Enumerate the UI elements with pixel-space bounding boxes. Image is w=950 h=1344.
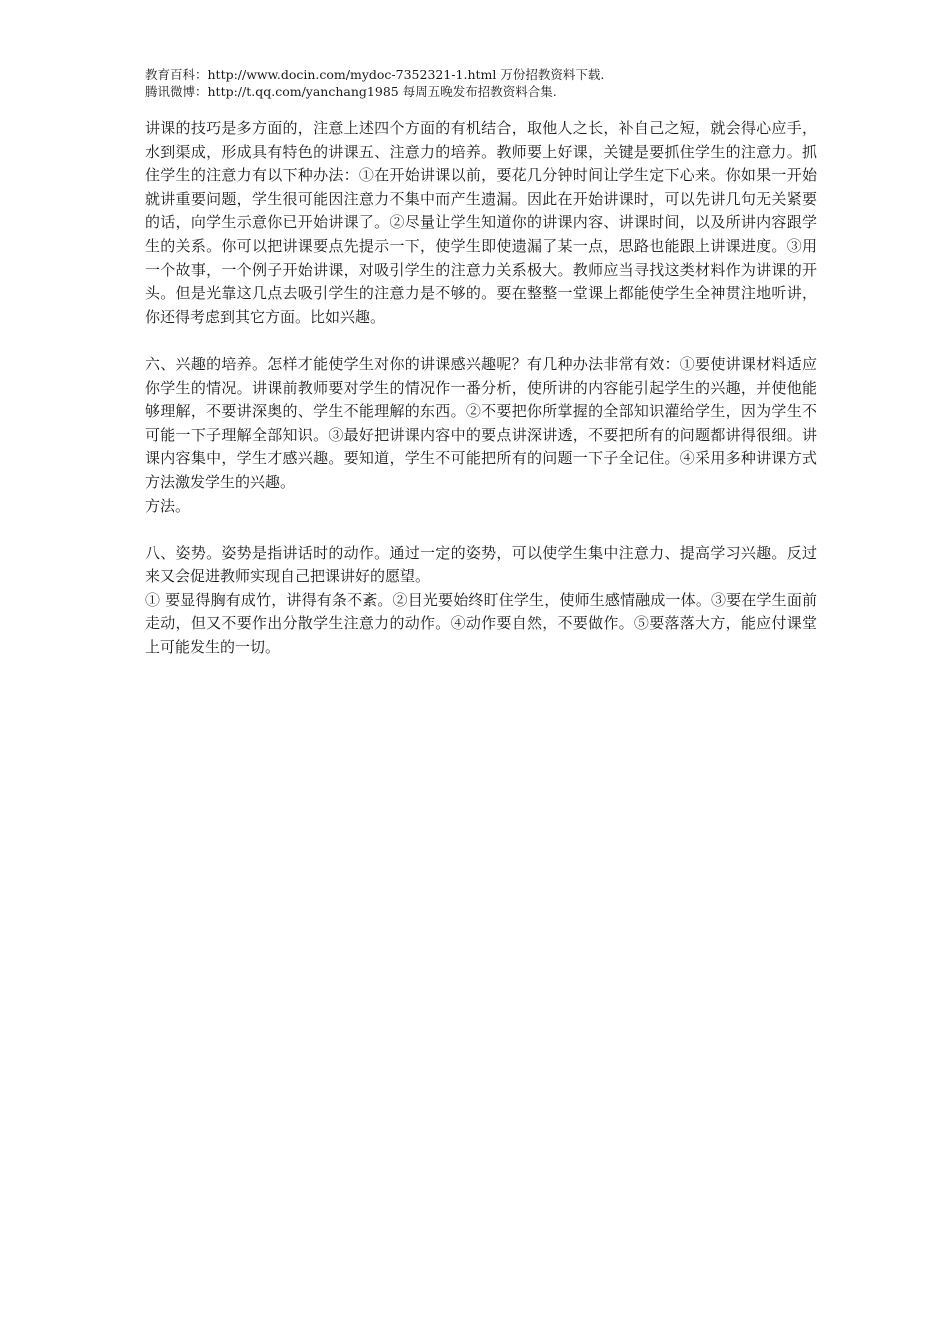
paragraph-posture: 八、姿势。姿势是指讲话时的动作。通过一定的姿势，可以使学生集中注意力、提高学习兴趣。反过来又会促进教师实现自己把课讲好的愿望。 (145, 543, 817, 586)
header-line-weibo: 腾讯微博：http://t.qq.com/yanchang1985 每周五晚发布招教资料合集. (145, 84, 557, 99)
paragraph-attention: 讲课的技巧是多方面的，注意上述四个方面的有机结合，取他人之长，补自己之短，就会得心应手，水到渠成，形成具有特色的讲课五、注意力的培养。教师要上好课，关键是要抓住学生的注意力。抓住学生的注意力有以下种办法：①在开始讲课以前，要花几分钟时间让学生定下心来。你如果一开始就讲重要问题，学生很可能因注意力不集中而产生遗漏。因此在开始讲课时，可以先讲几句无关紧要的话，向学生示意你已开始讲课了。②尽量让学生知道你的讲课内容、讲课时间，以及所讲内容跟学生的关系。你可以把讲课要点先提示一下，使学生即使遗漏了某一点，思路也能跟上讲课进度。③用一个故事，一个例子开始讲课，对吸引学生的注意力关系极大。教师应当寻找这类材料作为讲课的开头。但是光靠这几点去吸引学生的注意力是不够的。要在整整一堂课上都能使学生全神贯注地听讲，你还得考虑到其它方面。比如兴趣。 (145, 119, 817, 326)
paragraph-posture-points: ① 要显得胸有成竹，讲得有条不紊。②目光要始终盯住学生，使师生感情融成一体。③要在学生面前走动，但又不要作出分散学生注意力的动作。④动作要自然，不要做作。⑤要落落大方，能应付课堂上可能发生的一切。 (145, 590, 817, 657)
paragraph-method: 方法。 (145, 496, 191, 515)
document-page (145, 66, 817, 660)
paragraph-spacer (145, 329, 817, 353)
document-header (145, 66, 817, 100)
paragraph-interest: 六、兴趣的培养。怎样才能使学生对你的讲课感兴趣呢？有几种办法非常有效：①要使讲课材料适应你学生的情况。讲课前教师要对学生的情况作一番分析，使所讲的内容能引起学生的兴趣，并使他能够理解，不要讲深奥的、学生不能理解的东西。②不要把你所掌握的全部知识灌给学生，因为学生不可能一下子理解全部知识。③最好把讲课内容中的要点讲深讲透，不要把所有的问题都讲得很细。讲课内容集中，学生才感兴趣。要知道，学生不可能把所有的问题一下子全记住。④采用多种讲课方式方法激发学生的兴趣。 (145, 354, 817, 491)
header-line-baike: 教育百科：http://www.docin.com/mydoc-7352321-1.html 万份招教资料下载. (145, 67, 605, 82)
paragraph-spacer (145, 518, 817, 542)
